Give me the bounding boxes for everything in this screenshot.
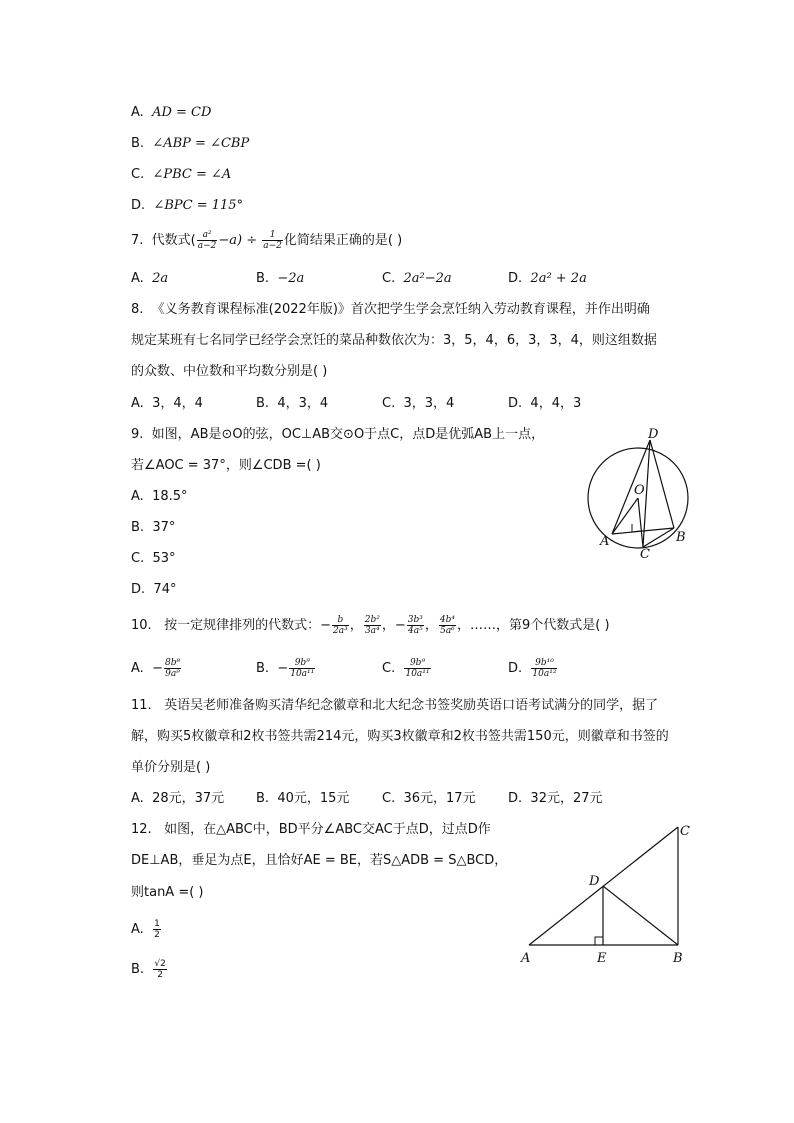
q8-option-b: B. 4，3，4 [256, 396, 329, 411]
q12-line-3: 则tanA =( ) [131, 885, 204, 900]
right-angle-mark [595, 937, 603, 945]
q12-option-b: B. $\frac{√2}{2}$ [131, 959, 166, 980]
q8-line-3: 的众数、中位数和平均数分别是( ) [131, 364, 328, 379]
label-c: C [640, 547, 650, 562]
q7-option-b: B. −2a [256, 271, 305, 286]
q12-triangle-figure [515, 815, 700, 970]
q11-line-1: 11. 英语吴老师准备购买清华纪念徽章和北大纪念书签奖励英语口语考试满分的同学，据了 [131, 698, 659, 713]
q9-line-2: 若∠AOC = 37°，则∠CDB =( ) [131, 458, 321, 473]
q10-option-d: D. $\frac{\text{9b¹⁰}}{\text{10a¹²}}$ [508, 658, 557, 679]
q7-stem: 7. 代数式( $\frac{\text{a²}}{a-2}$ −a) ÷ $\frac{1}{a-2}$ 化简结果正确的是( ) [131, 230, 403, 251]
q9-option-d: D. 74° [131, 582, 177, 597]
segment-db [650, 440, 674, 528]
q7-option-c: C. 2a²−2a [382, 271, 452, 286]
q11-line-2: 解，购买5枚徽章和2枚书签共需214元，购买3枚徽章和2枚书签共需150元，则徽章和书签的 [131, 729, 669, 744]
q9-option-a: A. 18.5° [131, 489, 188, 504]
q7-fraction-2: $\frac{1}{a-2}$ [263, 230, 282, 251]
label-e: E [597, 951, 607, 966]
q6-option-b: B. ∠ABP = ∠CBP [131, 136, 250, 151]
q7-option-d: D. 2a² + 2a [508, 271, 587, 286]
q10-term-4: $\frac{\text{4b⁴}}{\text{5a⁶}}$ [439, 615, 455, 636]
q12-line-2: DE⊥AB，垂足为点E，且恰好AE = BE，若S△ADB = S△BCD， [131, 853, 508, 868]
label-d: D [648, 427, 659, 442]
label-a: A [600, 534, 610, 549]
q8-line-2: 规定某班有七名同学已经学会烹饪的菜品种数依次为：3，5，4，6，3，3，4，则这组数据 [131, 333, 657, 348]
label-c: C [680, 824, 690, 839]
label-d: D [589, 874, 600, 889]
q10-stem: 10. 按一定规律排列的代数式：− $\frac{b}{\text{2a³}}$ ， $\frac{\text{2b²}}{\text{3a⁴}}$ ，− $\frac{\text{3b³}}{\text{4a⁵}}$ ， $\frac{\text{4b⁴}}{\text{5a⁶}}$ ，……，第9个代数式是( ) [131, 615, 610, 636]
right-angle-mark [632, 524, 640, 532]
q9-line-1: 9. 如图，AB是⊙O的弦，OC⊥AB交⊙O于点C，点D是优弧AB上一点， [131, 427, 545, 442]
q6-option-a: A. AD = CD [131, 105, 212, 120]
q9-circle-figure [580, 420, 700, 565]
segment-oc [638, 498, 643, 547]
segment-bd [603, 886, 678, 945]
label-o: O [634, 483, 645, 498]
q7-option-a: A. 2a [131, 271, 169, 286]
q11-option-d: D. 32元，27元 [508, 791, 603, 806]
q9-option-b: B. 37° [131, 520, 176, 535]
q8-line-1: 8. 《义务教育课程标准(2022年版)》首次把学生学会烹饪纳入劳动教育课程，并作出明确 [131, 302, 650, 317]
q10-term-1: $\frac{b}{\text{2a³}}$ [333, 615, 348, 636]
q10-option-b: B. − $\frac{\text{9b⁹}}{\text{10a¹¹}}$ [256, 658, 315, 679]
q6-option-c: C. ∠PBC = ∠A [131, 167, 232, 182]
q8-option-d: D. 4，4，3 [508, 396, 582, 411]
q11-option-a: A. 28元，37元 [131, 791, 225, 806]
q10-option-c: C. $\frac{\text{9b⁹}}{\text{10a¹¹}}$ [382, 658, 430, 679]
q10-option-a: A. − $\frac{\text{8b⁸}}{\text{9a⁹}}$ [131, 658, 181, 679]
q6-option-d: D. ∠BPC = 115° [131, 198, 244, 213]
q11-option-c: C. 36元，17元 [382, 791, 476, 806]
q8-option-c: C. 3，3，4 [382, 396, 455, 411]
q10-term-2: $\frac{\text{2b²}}{\text{3a⁴}}$ [364, 615, 380, 636]
q9-option-c: C. 53° [131, 551, 176, 566]
q11-option-b: B. 40元，15元 [256, 791, 350, 806]
q10-term-3: $\frac{\text{3b³}}{\text{4a⁵}}$ [407, 615, 423, 636]
label-b: B [676, 530, 686, 545]
q12-line-1: 12. 如图，在△ABC中，BD平分∠ABC交AC于点D，过点D作 [131, 822, 491, 837]
label-b: B [673, 951, 683, 966]
q8-option-a: A. 3，4，4 [131, 396, 203, 411]
q7-fraction-1: $\frac{\text{a²}}{a-2}$ [197, 230, 217, 251]
q11-line-3: 单价分别是( ) [131, 760, 211, 775]
q12-option-a: A. $\frac{1}{2}$ [131, 919, 160, 940]
label-a: A [521, 951, 531, 966]
